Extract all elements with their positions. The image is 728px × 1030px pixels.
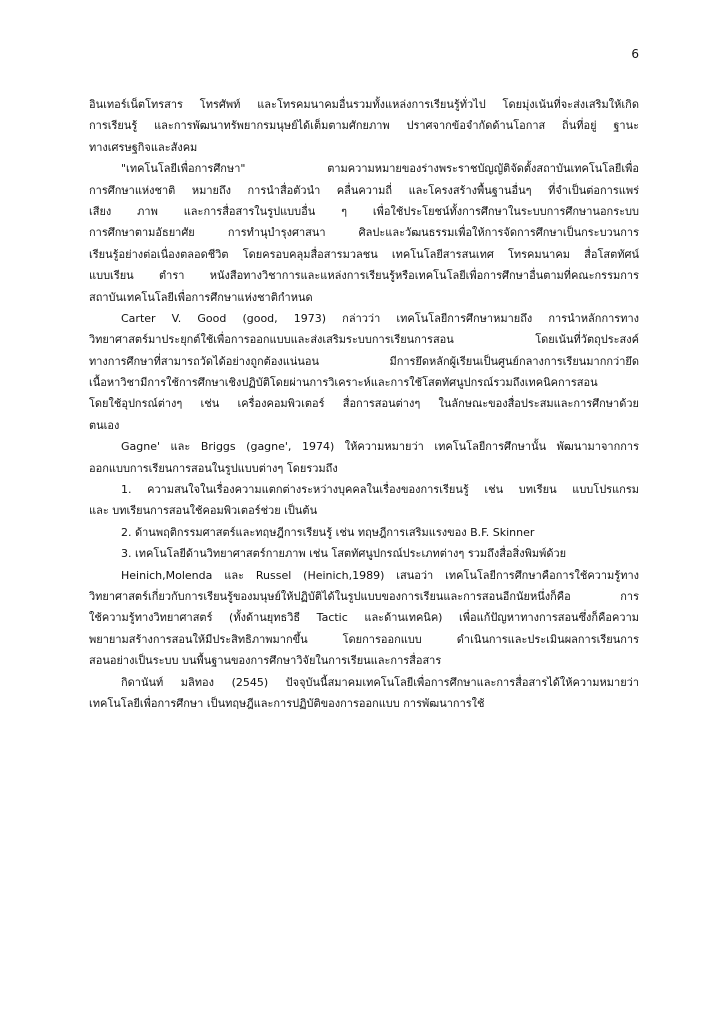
text-line: พยายามสร้างการสอนให้มีประสิทธิภาพมากขึ้น โดยการออกแบบ ดำเนินการและประเมินผลการเรียนการ [89, 632, 639, 646]
body-text [89, 94, 639, 714]
text-line: การศึกษาแห่งชาติ หมายถึง การนำสื่อตัวนำ คลื่นความถี่ และโครงสร้างพื้นฐานอื่นๆ ที่จำเป็นต่อการแพร่ [89, 183, 639, 197]
text-line: ทางเศรษฐกิจและสังคม [89, 140, 198, 154]
text-line: กิดานันท์ มลิทอง (2545) ปัจจุบันนี้สมาคมเทคโนโลยีเพื่อการศึกษาและการสื่อสารได้ให้ความหมายว่า [121, 675, 639, 689]
text-line: การเรียนรู้ และการพัฒนาทรัพยากรมนุษย์ได้เต็มตามศักยภาพ ปราศจากข้อจำกัดด้านโอกาส ถิ่นที่อยู่ ฐานะ [89, 119, 639, 133]
text-line: สอนอย่างเป็นระบบ บนพื้นฐานของการศึกษาวิจัยในการเรียนและการสื่อสาร [89, 654, 442, 668]
text-line: และ บทเรียนการสอนใช้คอมพิวเตอร์ช่วย เป็นต้น [89, 504, 318, 518]
text-line: "เทคโนโลยีเพื่อการศึกษา" ตามความหมายของร่างพระราชบัญญัติจัดตั้งสถาบันเทคโนโลยีเพื่อ [121, 162, 639, 176]
text-line: วิทยาศาสตร์มาประยุกต์ใช้เพื่อการออกแบบและส่งเสริมระบบการเรียนการสอน โดยเน้นที่วัตถุประสงค์ [89, 333, 639, 347]
text-line: วิทยาศาสตร์เกี่ยวกับการเรียนรู้ของมนุษย์ให้ปฏิบัติได้ในรูปแบบของการเรียนและการสอนอีกนัยหนึ่งก็คือ การ [89, 589, 639, 603]
text-line: เนื้อหาวิชามีการใช้การศึกษาเชิงปฏิบัติโดยผ่านการวิเคราะห์และการใช้โสตทัศนูปกรณ์รวมถึงเทคนิคการสอน [89, 376, 598, 390]
text-line: เรียนรู้อย่างต่อเนื่องตลอดชีวิต โดยครอบคลุมสื่อสารมวลชน เทคโนโลยีสารสนเทศ โทรคมนาคม สื่อโสตทัศน์ [89, 247, 639, 261]
text-line: 1. ความสนใจในเรื่องความแตกต่างระหว่างบุคคลในเรื่องของการเรียนรู้ เช่น บทเรียน แบบโปรแกรม [121, 483, 639, 497]
text-line: แบบเรียน ตำรา หนังสือทางวิชาการและแหล่งการเรียนรู้หรือเทคโนโลยีเพื่อการศึกษาอื่นตามที่คณะกรรมการ [89, 269, 639, 283]
text-line: 2. ด้านพฤติกรรมศาสตร์และทฤษฎีการเรียนรู้ เช่น ทฤษฎีการเสริมแรงของ B.F. Skinner [121, 525, 535, 539]
text-line: ทางการศึกษาที่สามารถวัดได้อย่างถูกต้องแน่นอน มีการยึดหลักผู้เรียนเป็นศูนย์กลางการเรียนมากกว่ายึด [89, 354, 639, 368]
text-line: โดยใช้อุปกรณ์ต่างๆ เช่น เครื่องคอมพิวเตอร์ สื่อการสอนต่างๆ ในลักษณะของสื่อประสมและการศึกษาด้วย [89, 397, 639, 411]
text-line: การศึกษาตามอัธยาศัย การทำนุบำรุงศาสนา ศิลปะและวัฒนธรรมเพื่อให้การจัดการศึกษาเป็นกระบวนการ [89, 226, 639, 240]
text-line: Gagne' และ Briggs (gagne', 1974) ให้ความหมายว่า เทคโนโลยีการศึกษานั้น พัฒนามาจากการ [121, 440, 639, 454]
text-line: Carter V. Good (good, 1973) กล่าวว่า เทคโนโลยีการศึกษาหมายถึง การนำหลักการทาง [121, 311, 639, 325]
text-line: Heinich,Molenda และ Russel (Heinich,1989) เสนอว่า เทคโนโลยีการศึกษาคือการใช้ความรู้ทาง [121, 568, 639, 582]
text-line: ออกแบบการเรียนการสอนในรูปแบบต่างๆ โดยรวมถึง [89, 461, 338, 475]
text-line: สถาบันเทคโนโลยีเพื่อการศึกษาแห่งชาติกำหนด [89, 290, 313, 304]
page-number: 6 [631, 47, 639, 61]
text-line: 3. เทคโนโลยีด้านวิทยาศาสตร์กายภาพ เช่น โสตทัศนูปกรณ์ประเภทต่างๆ รวมถึงสื่อสิ่งพิมพ์ด้วย [121, 547, 567, 561]
text-line: อินเทอร์เน็ตโทรสาร โทรศัพท์ และโทรคมนาคมอื่นรวมทั้งแหล่งการเรียนรู้ทั่วไป โดยมุ่งเน้นที่จะส่งเสริมให้เกิด [89, 98, 639, 111]
text-line: เสียง ภาพ และการสื่อสารในรูปแบบอื่น ๆ เพื่อใช้ประโยชน์ทั้งการศึกษาในระบบการศึกษานอกระบบ [89, 204, 639, 218]
text-line: ตนเอง [89, 418, 120, 432]
text-line: เทคโนโลยีเพื่อการศึกษา เป็นทฤษฎีและการปฏิบัติของการออกแบบ การพัฒนาการใช้ [89, 696, 485, 710]
text-line: ใช้ความรู้ทางวิทยาศาสตร์ (ทั้งด้านยุทธวิธี Tactic และด้านเทคนิค) เพื่อแก้ปัญหาทางการสอนซึ่งก็คือความ [89, 611, 639, 625]
